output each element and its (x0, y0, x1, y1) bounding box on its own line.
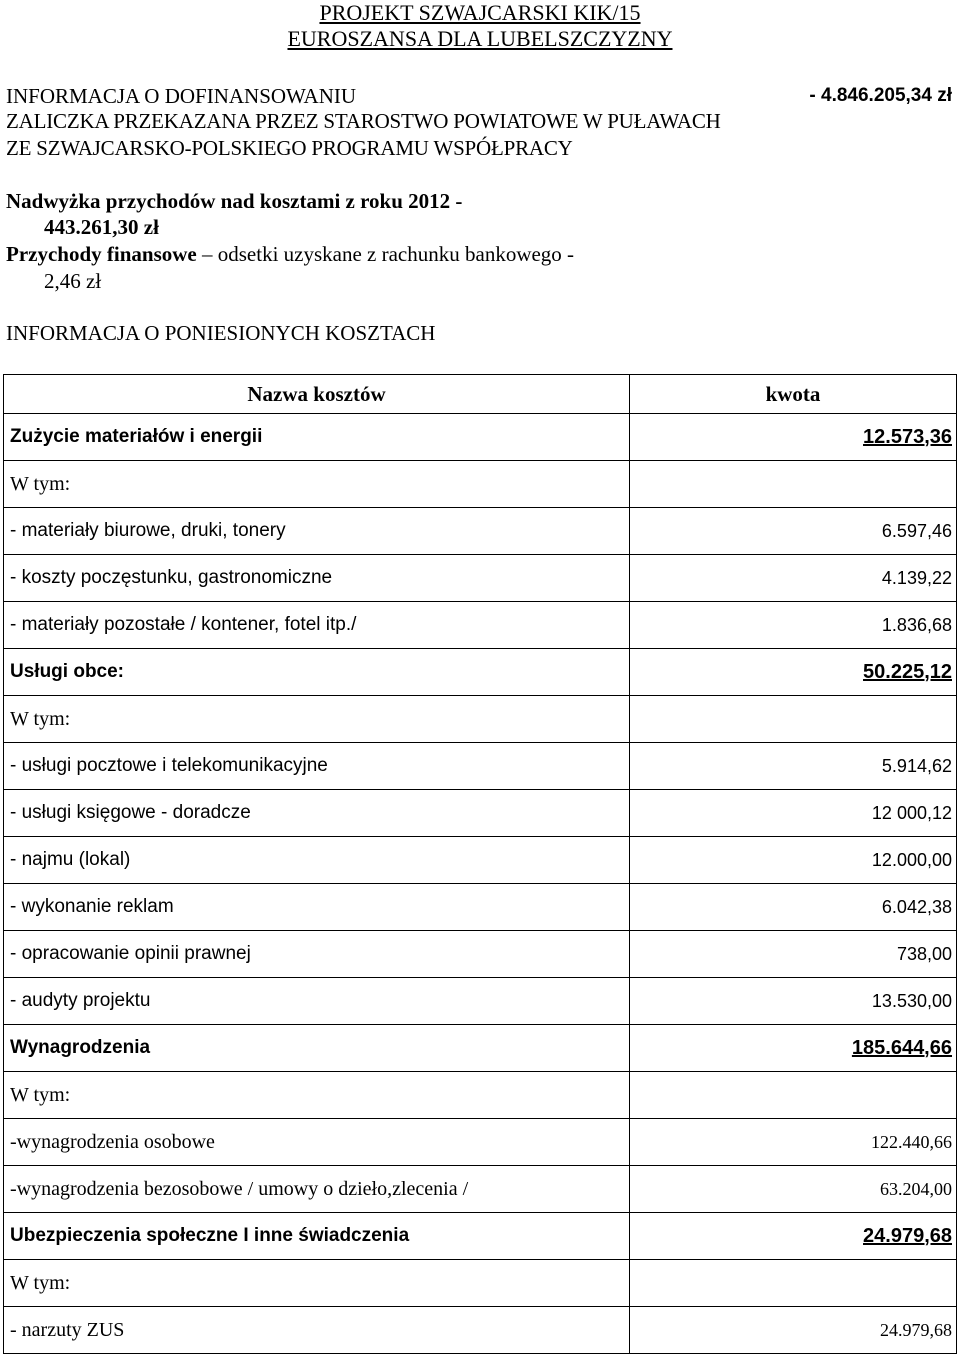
cost-amount-cell: 24.979,68 (630, 1213, 957, 1260)
table-row (4, 790, 957, 837)
cost-name-cell: - narzuty ZUS (4, 1307, 630, 1354)
table-row (4, 1213, 957, 1260)
zaliczka-line1: ZALICZKA PRZEKAZANA PRZEZ STAROSTWO POWIATOWE W PUŁAWACH (6, 109, 721, 133)
table-row (4, 508, 957, 555)
nadwyzka-line2: 443.261,30 zł (44, 215, 159, 239)
table-row (4, 931, 957, 978)
cost-name-cell: - materiały pozostałe / kontener, fotel itp./ (4, 602, 630, 649)
cost-name-cell: Usługi obce: (4, 649, 630, 696)
cost-amount-cell: 185.644,66 (630, 1025, 957, 1072)
document-title-line2: EUROSZANSA DLA LUBELSZCZYZNY (287, 26, 673, 51)
cost-name-cell: - audyty projektu (4, 978, 630, 1025)
nadwyzka-line1: Nadwyżka przychodów nad kosztami z roku 2012 - (6, 189, 463, 213)
dofinansowanie-label: INFORMACJA O DOFINANSOWANIU (6, 84, 357, 108)
cost-amount-cell (630, 461, 957, 508)
cost-name-cell: -wynagrodzenia osobowe (4, 1119, 630, 1166)
cost-amount-cell: 13.530,00 (630, 978, 957, 1025)
table-header-row (4, 375, 957, 414)
cost-amount-cell: 63.204,00 (630, 1166, 957, 1213)
cost-amount-cell: 122.440,66 (630, 1119, 957, 1166)
zaliczka-line2: ZE SZWAJCARSKO-POLSKIEGO PROGRAMU WSPÓŁPRACY (6, 136, 573, 160)
cost-amount-cell: 738,00 (630, 931, 957, 978)
przychody-label: Przychody finansowe (6, 242, 197, 266)
document-title-line1: PROJEKT SZWAJCARSKI KIK/15 (319, 0, 641, 25)
cost-amount-cell: 50.225,12 (630, 649, 957, 696)
koszty-heading: INFORMACJA O PONIESIONYCH KOSZTACH (6, 321, 436, 345)
table-row (4, 837, 957, 884)
cost-name-cell: - wykonanie reklam (4, 884, 630, 931)
dofinansowanie-amount: - 4.846.205,34 zł (809, 85, 952, 106)
cost-name-cell: - usługi księgowe - doradcze (4, 790, 630, 837)
cost-amount-cell: 1.836,68 (630, 602, 957, 649)
cost-amount-cell (630, 696, 957, 743)
table-row (4, 884, 957, 931)
table-row (4, 978, 957, 1025)
table-row (4, 602, 957, 649)
przychody-line (6, 241, 574, 267)
table-row (4, 1307, 957, 1354)
cost-name-cell: - koszty poczęstunku, gastronomiczne (4, 555, 630, 602)
table-row (4, 1260, 957, 1307)
cost-name-cell: W tym: (4, 1072, 630, 1119)
cost-name-cell: W tym: (4, 461, 630, 508)
cost-amount-cell: 6.042,38 (630, 884, 957, 931)
cost-amount-cell: 12 000,12 (630, 790, 957, 837)
table-row (4, 1025, 957, 1072)
cost-amount-cell: 12.000,00 (630, 837, 957, 884)
cost-amount-cell: 6.597,46 (630, 508, 957, 555)
table-row (4, 555, 957, 602)
table-row (4, 461, 957, 508)
cost-amount-cell: 12.573,36 (630, 414, 957, 461)
cost-name-cell: Zużycie materiałów i energii (4, 414, 630, 461)
cost-amount-cell: 24.979,68 (630, 1307, 957, 1354)
table-row (4, 1166, 957, 1213)
cost-name-cell: - usługi pocztowe i telekomunikacyjne (4, 743, 630, 790)
cost-amount-cell: 4.139,22 (630, 555, 957, 602)
cost-name-cell: W tym: (4, 1260, 630, 1307)
table-row (4, 649, 957, 696)
table-row (4, 1072, 957, 1119)
cost-name-cell: W tym: (4, 696, 630, 743)
przychody-amount: 2,46 zł (44, 269, 102, 293)
przychody-description: – odsetki uzyskane z rachunku bankowego - (196, 242, 575, 266)
cost-name-cell: - opracowanie opinii prawnej (4, 931, 630, 978)
cost-name-cell: Wynagrodzenia (4, 1025, 630, 1072)
cost-amount-cell (630, 1072, 957, 1119)
cost-name-cell: Ubezpieczenia społeczne I inne świadczenia (4, 1213, 630, 1260)
table-row (4, 1119, 957, 1166)
cost-amount-cell: 5.914,62 (630, 743, 957, 790)
cost-name-cell: -wynagrodzenia bezosobowe / umowy o dzieło,zlecenia / (4, 1166, 630, 1213)
table-row (4, 414, 957, 461)
costs-table (3, 374, 957, 1354)
table-row (4, 696, 957, 743)
column-header-amount: kwota (630, 375, 957, 414)
cost-amount-cell (630, 1260, 957, 1307)
cost-name-cell: - najmu (lokal) (4, 837, 630, 884)
column-header-name: Nazwa kosztów (4, 375, 630, 414)
table-row (4, 743, 957, 790)
cost-name-cell: - materiały biurowe, druki, tonery (4, 508, 630, 555)
